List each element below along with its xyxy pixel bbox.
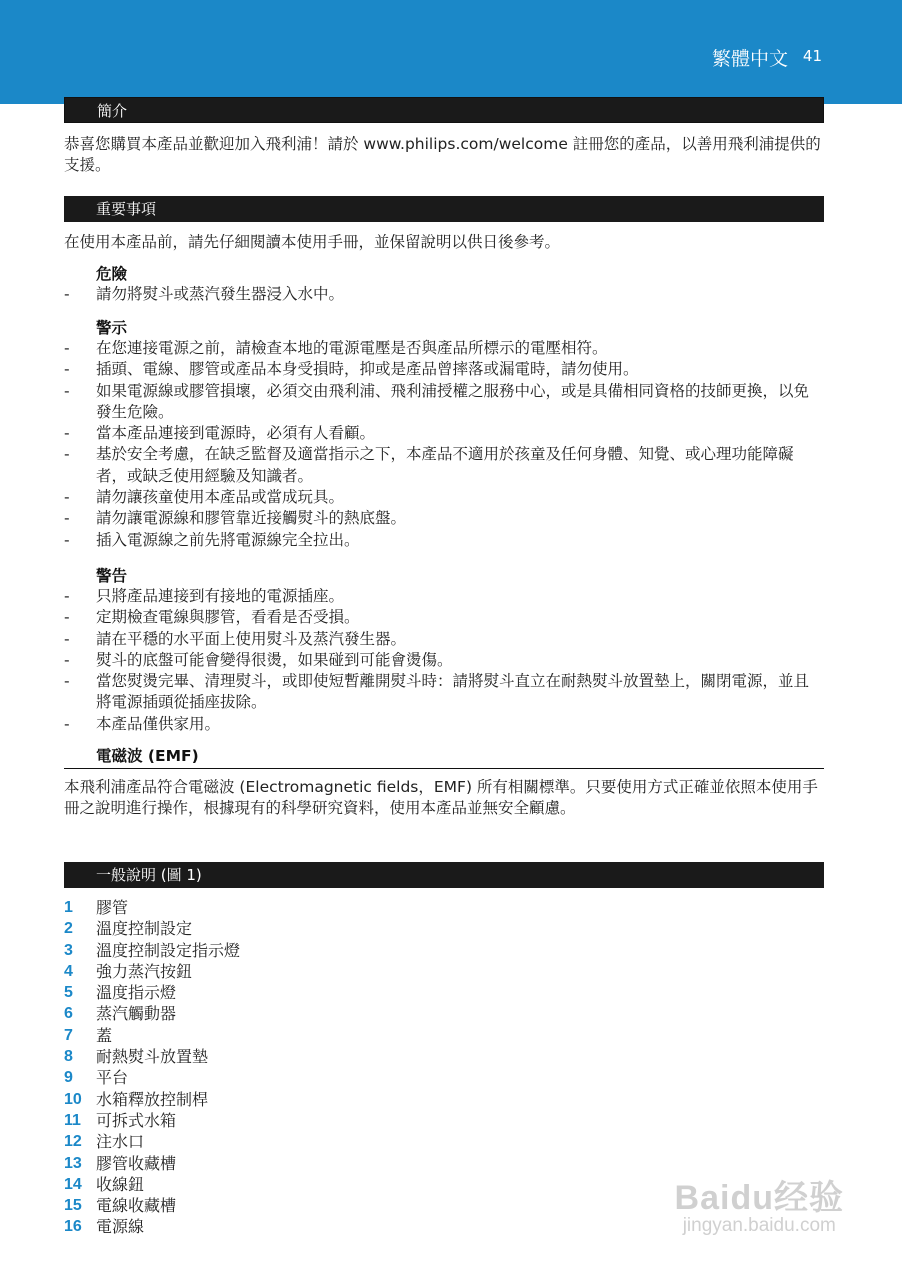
part-label: 注水口 [96,1132,145,1152]
list-item [64,1046,240,1067]
language-label: 繁體中文 [711,48,788,70]
section-title: 一般說明 (圖 1) [96,866,202,884]
section-header-intro [64,97,824,123]
list-item [64,982,240,1003]
part-number: 16 [64,1218,82,1236]
caution-title: 警告 [96,567,128,585]
list-item [64,897,240,918]
part-number: 7 [64,1026,73,1044]
part-number: 2 [64,920,73,938]
list-item [64,961,240,982]
part-label: 電線收藏槽 [96,1196,177,1216]
list-item [64,1025,240,1046]
danger-title: 危險 [96,265,128,283]
list-item [64,1131,240,1152]
part-label: 可拆式水箱 [96,1110,177,1130]
list-item: - 在您連接電源之前，請檢查本地的電源電壓是否與產品所標示的電壓相符。 [64,338,824,359]
list-item: - 請勿讓孩童使用本產品或當成玩具。 [64,487,824,508]
list-item: - 請勿讓電源線和膠管靠近接觸熨斗的熱底盤。 [64,508,824,529]
list-item [64,918,240,939]
part-number: 4 [64,962,73,980]
part-number: 13 [64,1154,82,1172]
list-item: - 請在平穩的水平面上使用熨斗及蒸汽發生器。 [64,629,824,650]
baidu-watermark [675,1170,844,1237]
section-header-important [64,196,824,222]
important-intro: 在使用本產品前，請先仔細閱讀本使用手冊，並保留說明以供日後參考。 [64,233,561,251]
part-number: 6 [64,1005,73,1023]
section-title: 重要事項 [96,200,157,218]
emf-text: 本飛利浦產品符合電磁波 (Electromagnetic fields，EMF) 所有相關標準。只要使用方式正確並依照本使用手冊之說明進行操作，根據現有的科學研究資料，使用本產品並無安全顧慮。 [64,778,818,817]
part-number: 1 [64,899,73,916]
list-item: - 定期檢查電線與膠管，看看是否受損。 [64,607,824,628]
emf-divider [64,768,824,769]
list-item [64,1174,240,1195]
part-label: 溫度控制設定指示燈 [96,940,241,960]
part-label: 平台 [96,1068,129,1088]
part-label: 收線鈕 [96,1174,145,1194]
list-item: - 如果電源線或膠管損壞，必須交由飛利浦、飛利浦授權之服務中心，或是具備相同資格的技師更換，以免發生危險。 [64,381,824,424]
part-label: 蒸汽觸動器 [96,1004,177,1024]
page-number: 41 [802,47,822,65]
list-item: - 基於安全考慮，在缺乏監督及適當指示之下，本產品不適用於孩童及任何身體、知覺、或心理功能障礙者，或缺乏使用經驗及知識者。 [64,444,824,487]
part-number: 12 [64,1133,82,1151]
list-item: - 熨斗的底盤可能會變得很燙，如果碰到可能會燙傷。 [64,650,824,671]
part-label: 水箱釋放控制桿 [96,1089,209,1109]
list-item: - 插入電源線之前先將電源線完全拉出。 [64,530,824,551]
watermark-url: jingyan.baidu.com [682,1215,836,1236]
list-item [64,1003,240,1024]
part-number: 15 [64,1197,82,1215]
intro-text: 恭喜您購買本產品並歡迎加入飛利浦！請於 www.philips.com/welcome 註冊您的產品，以善用飛利浦提供的支援。 [64,135,821,174]
warning-title: 警示 [96,319,128,337]
part-label: 溫度控制設定 [96,919,193,939]
part-number: 11 [64,1111,81,1129]
part-label: 電源線 [96,1217,145,1237]
list-item: - 插頭、電線、膠管或產品本身受損時，抑或是產品曾摔落或漏電時，請勿使用。 [64,359,824,380]
list-item [64,1195,240,1216]
list-item [64,1153,240,1174]
part-label: 蓋 [96,1025,113,1045]
part-label: 耐熱熨斗放置墊 [96,1047,209,1067]
list-item: - 本產品僅供家用。 [64,714,824,735]
section-header-general [64,862,824,888]
emf-title: 電磁波 (EMF) [96,747,199,765]
list-item [64,940,240,961]
list-item: - 當本產品連接到電源時，必須有人看顧。 [64,423,824,444]
part-label: 溫度指示燈 [96,983,177,1003]
caution-list [64,586,824,735]
part-label: 膠管 [96,898,129,917]
watermark-logo: Baidu经验 [674,1179,844,1217]
list-item: - 請勿將熨斗或蒸汽發生器浸入水中。 [64,284,824,305]
list-item [64,1110,240,1131]
list-item: - 只將產品連接到有接地的電源插座。 [64,586,824,607]
part-number: 10 [64,1090,82,1108]
section-title: 簡介 [97,102,128,120]
part-number: 14 [64,1175,82,1193]
part-number: 3 [64,941,73,959]
part-number: 8 [64,1048,73,1066]
parts-list [64,897,240,1238]
part-label: 膠管收藏槽 [96,1153,177,1173]
header-band [0,0,902,104]
part-number: 5 [64,984,73,1002]
part-label: 強力蒸汽按鈕 [96,961,193,981]
warning-list [64,338,824,551]
danger-list [64,284,824,305]
list-item [64,1216,240,1237]
part-number: 9 [64,1069,73,1087]
list-item [64,1067,240,1088]
list-item: - 當您熨燙完畢、清理熨斗，或即使短暫離開熨斗時：請將熨斗直立在耐熱熨斗放置墊上，關閉電源，並且將電源插頭從插座拔除。 [64,671,824,714]
list-item [64,1089,240,1110]
